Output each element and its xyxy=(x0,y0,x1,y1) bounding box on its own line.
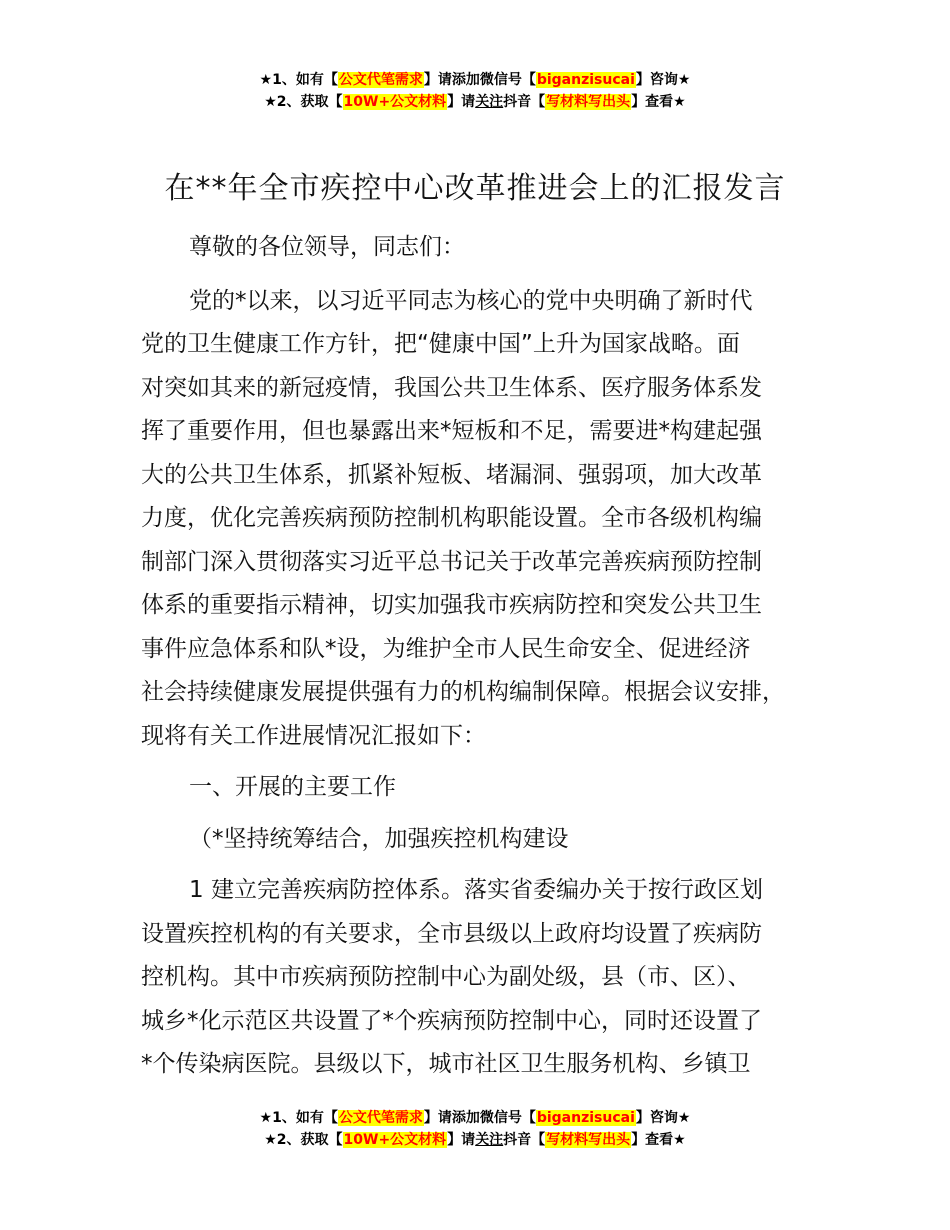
footer-line1-prefix: ★1、如有【 xyxy=(259,1110,338,1126)
header-banner-line-1 xyxy=(0,69,950,91)
document-title: 在**年全市疾控中心改革推进会上的汇报发言 xyxy=(164,171,786,206)
header-line1-middle: 】请添加微信号【 xyxy=(423,72,536,88)
paragraph-line: 党的卫生健康工作方针，把“健康中国”上升为国家战略。面 xyxy=(141,331,740,357)
paragraph-line: 控机构。其中市疾病预防控制中心为副处级，县（市、区）、 xyxy=(141,964,751,990)
subsection-heading: （*坚持统筹结合，加强疾控机构建设 xyxy=(189,825,569,852)
header-line1-prefix: ★1、如有【 xyxy=(259,72,338,88)
paragraph-line: 对突如其来的新冠疫情，我国公共卫生体系、医疗服务体系发 xyxy=(141,374,762,401)
header-line2-suffix: 】查看★ xyxy=(631,94,686,110)
salutation: 尊敬的各位领导，同志们： xyxy=(189,234,465,260)
header-banner-line-2 xyxy=(0,91,950,113)
footer-banner-line-1 xyxy=(0,1107,950,1129)
paragraph-disease-control-system xyxy=(141,869,831,1087)
paragraph-intro xyxy=(141,280,831,759)
paragraph-line: 党的*以来，以习近平同志为核心的党中央明确了新时代 xyxy=(189,287,753,314)
paragraph-line: 设置疾控机构的有关要求，全市县级以上政府均设置了疾病防 xyxy=(141,920,762,947)
footer-line2-suffix: 】查看★ xyxy=(631,1132,686,1148)
paragraph-line: *个传染病医院。县级以下，城市社区卫生服务机构、乡镇卫 xyxy=(141,1051,751,1077)
footer-line2-underlined-follow: 关注 xyxy=(475,1132,504,1148)
footer-line2-middle-b: 抖音【 xyxy=(503,1132,546,1148)
footer-line2-middle-a: 】请 xyxy=(447,1132,476,1148)
header-line2-middle-a: 】请 xyxy=(447,94,476,110)
header-line2-underlined-follow: 关注 xyxy=(475,94,504,110)
footer-banner xyxy=(0,1107,950,1151)
document-body xyxy=(141,226,831,1087)
header-line2-middle-b: 抖音【 xyxy=(503,94,546,110)
paragraph-line: 大的公共卫生体系，抓紧补短板、堵漏洞、强弱项，加大改革 xyxy=(141,461,762,488)
footer-line1-highlight-service: 公文代笔需求 xyxy=(338,1110,423,1126)
footer-line1-middle: 】请添加微信号【 xyxy=(423,1110,536,1126)
footer-line2-highlight-account: 写材料写出头 xyxy=(546,1132,631,1148)
header-line2-highlight-account: 写材料写出头 xyxy=(546,94,631,110)
footer-line1-suffix: 】咨询★ xyxy=(635,1110,691,1126)
footer-line2-highlight-materials: 10W+公文材料 xyxy=(343,1132,447,1148)
paragraph-line: 城乡*化示范区共设置了*个疾病预防控制中心，同时还设置了 xyxy=(141,1007,762,1034)
paragraph-line: 事件应急体系和队*设，为维护全市人民生命安全、促进经济 xyxy=(141,635,751,662)
paragraph-line: 1 建立完善疾病防控体系。落实省委编办关于按行政区划 xyxy=(189,877,763,903)
header-line2-highlight-materials: 10W+公文材料 xyxy=(343,94,447,110)
header-line2-prefix: ★2、获取【 xyxy=(264,94,343,110)
paragraph-line: 挥了重要作用，但也暴露出来*短板和不足，需要进*构建起强 xyxy=(141,418,762,444)
paragraph-line: 现将有关工作进展情况汇报如下： xyxy=(141,722,486,749)
header-banner xyxy=(0,69,950,113)
footer-line2-prefix: ★2、获取【 xyxy=(264,1132,343,1148)
header-line1-highlight-service: 公文代笔需求 xyxy=(338,72,423,88)
section-heading: 一、开展的主要工作 xyxy=(189,774,396,800)
footer-banner-line-2 xyxy=(0,1129,950,1151)
paragraph-line: 力度，优化完善疾病预防控制机构职能设置。全市各级机构编 xyxy=(141,505,762,531)
header-line1-highlight-wechat-id: biganzisucai xyxy=(536,72,635,88)
paragraph-line: 社会持续健康发展提供强有力的机构编制保障。根据会议安排， xyxy=(141,679,785,705)
footer-line1-highlight-wechat-id: biganzisucai xyxy=(536,1110,635,1126)
paragraph-line: 体系的重要指示精神，切实加强我市疾病防控和突发公共卫生 xyxy=(141,592,762,618)
header-line1-suffix: 】咨询★ xyxy=(635,72,691,88)
paragraph-line: 制部门深入贯彻落实习近平总书记关于改革完善疾病预防控制 xyxy=(141,548,762,575)
